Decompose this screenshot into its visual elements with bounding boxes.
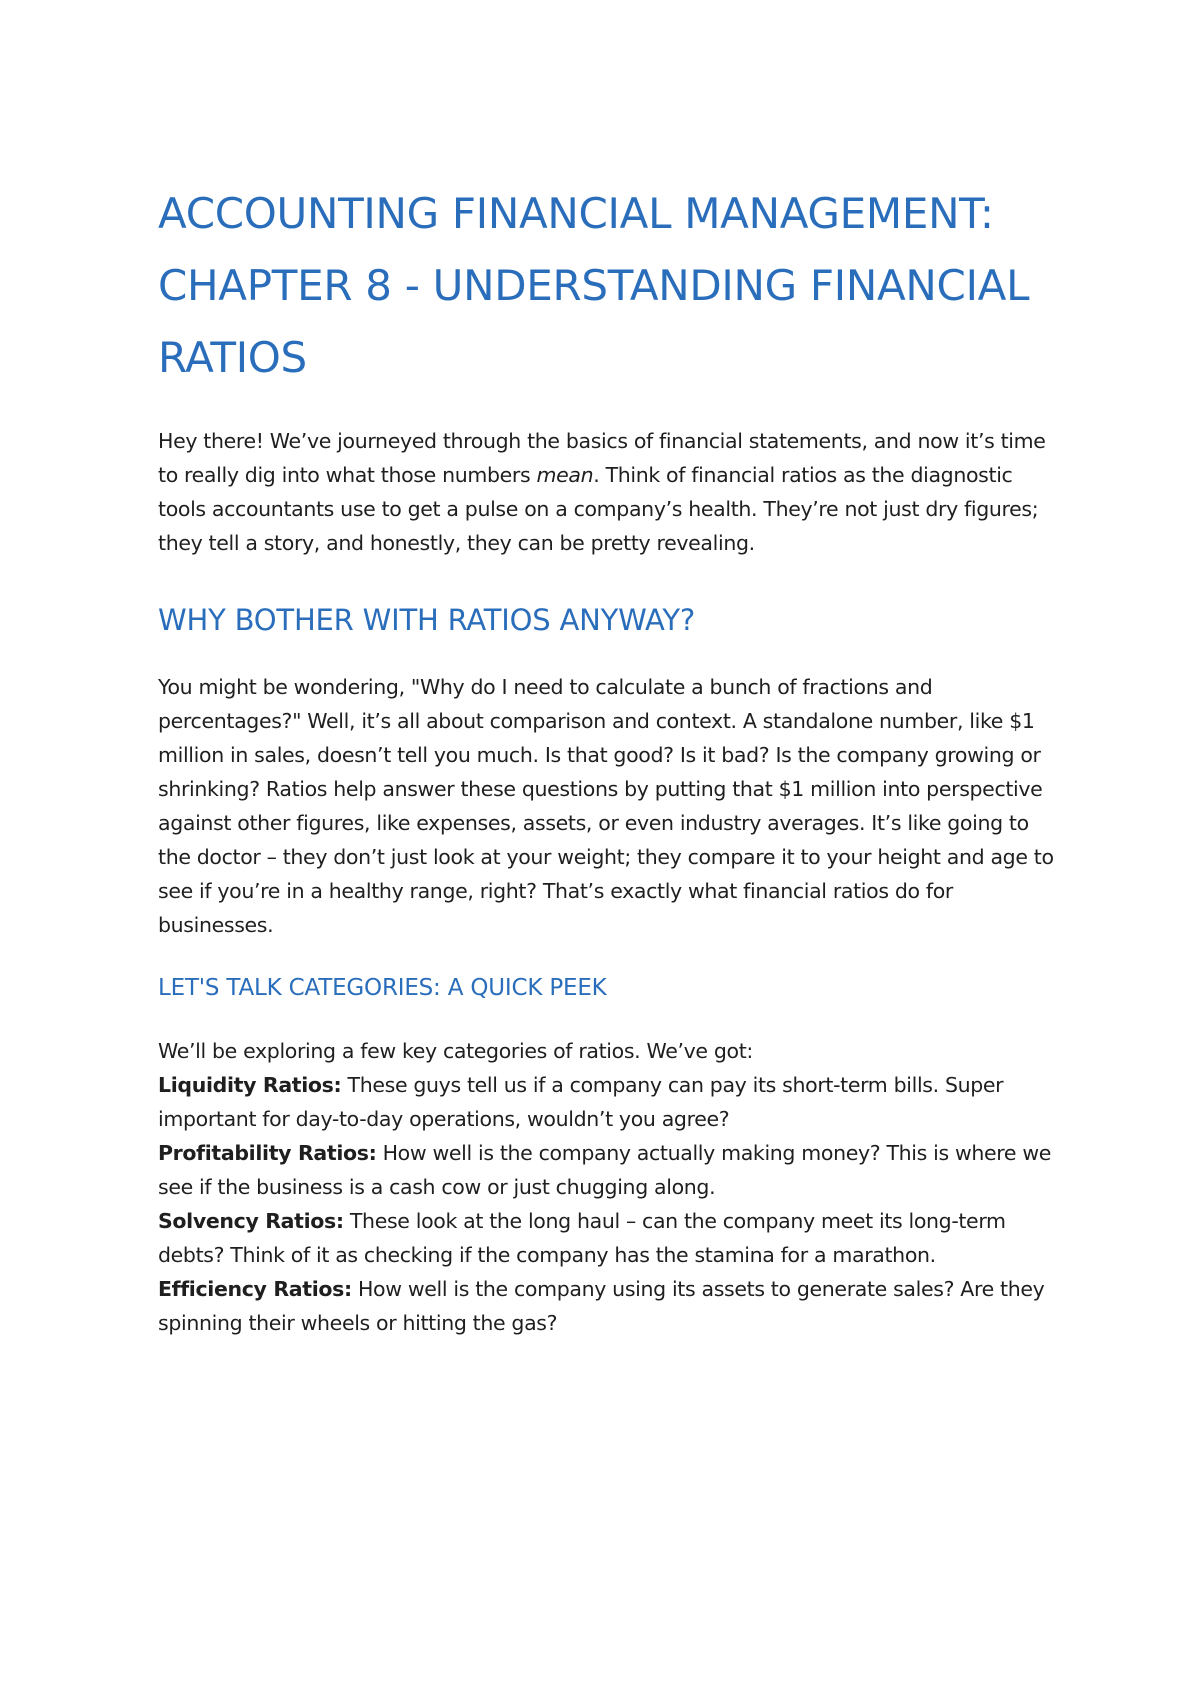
section-heading-categories: LET'S TALK CATEGORIES: A QUICK PEEK <box>158 975 607 1001</box>
section-heading-why: WHY BOTHER WITH RATIOS ANYWAY? <box>158 603 696 637</box>
category-item-liquidity <box>158 1068 1058 1136</box>
intro-emphasis: mean <box>536 463 594 487</box>
section-paragraph-why: You might be wondering, "Why do I need to calculate a bunch of fractions and percentages?" Well, it’s all about comparison and context. A standalone number, like $1 million in sales, doesn’t tell you much. Is that good? Is it bad? Is the company growing or shrinking? Ratios help answer these questions by putting that $1 million into perspective against other figures, like expenses, assets, or even industry averages. It’s like going to the doctor – they don’t just look at your weight; they compare it to your height and age to see if you’re in a healthy range, right? That’s exactly what financial ratios do for businesses. <box>158 675 1054 937</box>
category-text: These guys tell us if a company can pay its short-term bills. Super important for day-to-day operations, wouldn’t you agree? <box>158 1073 1004 1131</box>
category-term: Solvency Ratios: <box>158 1209 344 1233</box>
intro-text-end: . Think of financial ratios as the diagnostic tools accountants use to get a pulse on a company’s health. They’re not just dry figures; they tell a story, and honestly, they can be pretty revealing. <box>158 463 1039 555</box>
categories-block <box>158 1034 1058 1340</box>
document-title: ACCOUNTING FINANCIAL MANAGEMENT: CHAPTER 8 - UNDERSTANDING FINANCIAL RATIOS <box>158 189 1030 382</box>
category-text: How well is the company using its assets to generate sales? Are they spinning their wheels or hitting the gas? <box>158 1277 1045 1335</box>
category-item-solvency <box>158 1204 1058 1272</box>
category-term: Efficiency Ratios: <box>158 1277 352 1301</box>
intro-paragraph <box>158 424 1058 560</box>
categories-lead: We’ll be exploring a few key categories of ratios. We’ve got: <box>158 1039 753 1063</box>
intro-text-start: Hey there! We’ve journeyed through the basics of financial statements, and now it’s time to really dig into what those numbers <box>158 429 1046 487</box>
category-item-efficiency <box>158 1272 1058 1340</box>
category-text: How well is the company actually making money? This is where we see if the business is a cash cow or just chugging along. <box>158 1141 1052 1199</box>
category-item-profitability <box>158 1136 1058 1204</box>
category-text: These look at the long haul – can the company meet its long-term debts? Think of it as checking if the company has the stamina for a marathon. <box>158 1209 1006 1267</box>
category-term: Profitability Ratios: <box>158 1141 377 1165</box>
document-body <box>158 178 1058 1340</box>
category-term: Liquidity Ratios: <box>158 1073 342 1097</box>
